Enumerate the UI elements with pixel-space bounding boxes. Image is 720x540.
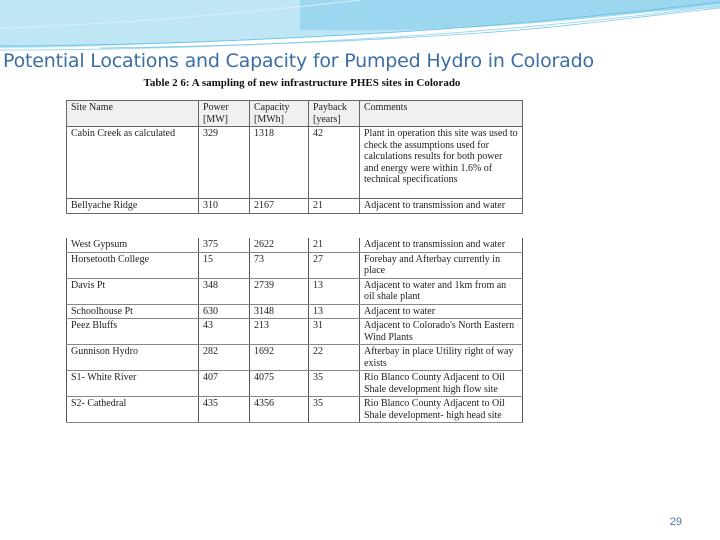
cell-payback: 42 — [309, 127, 360, 199]
cell-capacity: 1692 — [250, 345, 309, 371]
cell-site: S2- Cathedral — [67, 397, 199, 423]
table-row — [67, 278, 523, 304]
cell-site: Bellyache Ridge — [67, 199, 199, 214]
cell-payback: 13 — [309, 278, 360, 304]
cell-comments: Afterbay in place Utility right of way exists — [360, 345, 523, 371]
bullet-glyph — [44, 146, 56, 160]
cell-power: 310 — [199, 199, 250, 214]
cell-capacity: 2167 — [250, 199, 309, 214]
cell-payback: 22 — [309, 345, 360, 371]
table-row — [67, 371, 523, 397]
header-site: Site Name — [67, 101, 199, 127]
page-number: 29 — [669, 516, 682, 528]
cell-payback: 13 — [309, 304, 360, 319]
cell-comments: Forebay and Afterbay currently in place — [360, 252, 523, 278]
cell-site: S1- White River — [67, 371, 199, 397]
slide-title: Potential Locations and Capacity for Pumped Hydro in Colorado — [3, 50, 594, 72]
cell-payback: 21 — [309, 238, 360, 252]
cell-site: Davis Pt — [67, 278, 199, 304]
cell-power: 329 — [199, 127, 250, 199]
table-header-row — [67, 101, 523, 127]
cell-capacity: 3148 — [250, 304, 309, 319]
header-capacity: Capacity [MWh] — [250, 101, 309, 127]
cell-payback: 31 — [309, 319, 360, 345]
cell-site: Peez Bluffs — [67, 319, 199, 345]
cell-power: 15 — [199, 252, 250, 278]
cell-comments: Plant in operation this site was used to check the assumptions used for calculations results for both power and energy were within 1.6% of technical specifications — [360, 127, 523, 199]
header-comments: Comments — [360, 101, 523, 127]
cell-comments: Adjacent to water — [360, 304, 523, 319]
table-bottom — [66, 238, 523, 423]
cell-comments: Adjacent to Colorado's North Eastern Wind Plants — [360, 319, 523, 345]
table-row — [67, 252, 523, 278]
table-row — [67, 319, 523, 345]
cell-comments: Rio Blanco County Adjacent to Oil Shale development- high head site — [360, 397, 523, 423]
cell-comments: Adjacent to water and 1km from an oil shale plant — [360, 278, 523, 304]
cell-payback: 35 — [309, 371, 360, 397]
cell-site: Horsetooth College — [67, 252, 199, 278]
cell-payback: 35 — [309, 397, 360, 423]
cell-power: 43 — [199, 319, 250, 345]
cell-capacity: 2739 — [250, 278, 309, 304]
cell-power: 435 — [199, 397, 250, 423]
cell-power: 282 — [199, 345, 250, 371]
cell-capacity: 2622 — [250, 238, 309, 252]
table-row — [67, 304, 523, 319]
table-row — [67, 199, 523, 214]
cell-power: 375 — [199, 238, 250, 252]
cell-payback: 27 — [309, 252, 360, 278]
cell-power: 407 — [199, 371, 250, 397]
cell-comments: Rio Blanco County Adjacent to Oil Shale development high flow site — [360, 371, 523, 397]
cell-capacity: 73 — [250, 252, 309, 278]
table-top — [66, 100, 523, 214]
cell-site: West Gypsum — [67, 238, 199, 252]
cell-power: 630 — [199, 304, 250, 319]
cell-site: Gunnison Hydro — [67, 345, 199, 371]
header-payback: Payback [years] — [309, 101, 360, 127]
cell-site: Schoolhouse Pt — [67, 304, 199, 319]
header-power: Power [MW] — [199, 101, 250, 127]
table-row — [67, 238, 523, 252]
cell-capacity: 4356 — [250, 397, 309, 423]
cell-site: Cabin Creek as calculated — [67, 127, 199, 199]
cell-comments: Adjacent to transmission and water — [360, 199, 523, 214]
table-row — [67, 345, 523, 371]
cell-capacity: 1318 — [250, 127, 309, 199]
cell-comments: Adjacent to transmission and water — [360, 238, 523, 252]
cell-power: 348 — [199, 278, 250, 304]
table-row — [67, 127, 523, 199]
cell-capacity: 213 — [250, 319, 309, 345]
cell-payback: 21 — [309, 199, 360, 214]
table-image — [66, 76, 526, 421]
cell-capacity: 4075 — [250, 371, 309, 397]
table-caption: Table 2 6: A sampling of new infrastructure PHES sites in Colorado — [143, 77, 461, 89]
table-row — [67, 397, 523, 423]
